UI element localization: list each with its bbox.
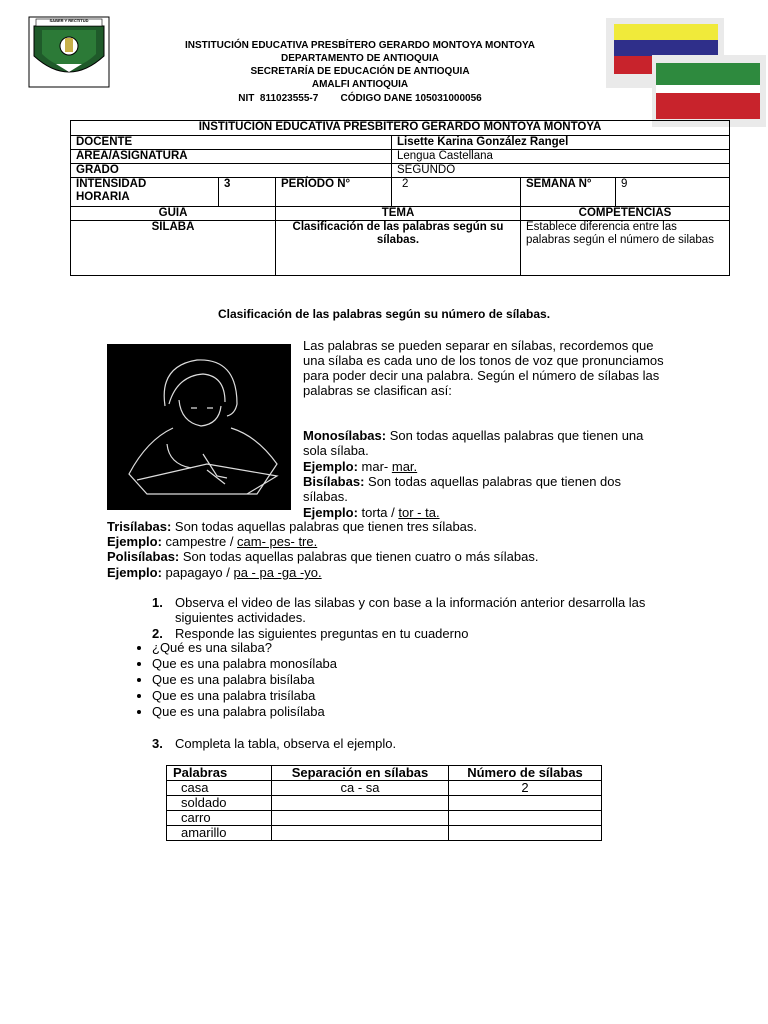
crest-motto: SABER Y RECTITUD <box>49 18 89 23</box>
child-writing-illustration <box>107 344 291 510</box>
tema-value: Clasificación de las palabras según su sílabas. <box>276 221 521 276</box>
intensidad-label-line-1: INTENSIDAD <box>76 178 147 190</box>
tri-example-split: cam- pes- tre. <box>237 534 318 549</box>
header-line-2: DEPARTAMENTO DE ANTIOQUIA <box>281 53 439 64</box>
table-cell: amarillo <box>167 826 272 841</box>
bi-definition <box>303 474 668 504</box>
mono-term: Monosílabas: <box>303 428 387 443</box>
table-cell <box>272 826 449 841</box>
step-3-number: 3. <box>152 736 163 751</box>
step-1-number: 1. <box>152 595 163 610</box>
intensidad-label <box>71 178 219 207</box>
col-header-palabras: Palabras <box>167 766 272 781</box>
tri-definition <box>107 519 707 534</box>
step-2-text: Responde las siguientes preguntas en tu cuaderno <box>175 626 469 641</box>
header-line-4: AMALFI ANTIOQUIA <box>311 79 409 90</box>
mono-example <box>303 459 417 474</box>
poli-term: Polisílabas: <box>107 549 180 564</box>
docente-value: Lisette Karina González Rangel <box>392 136 730 150</box>
bi-def: Son todas aquellas palabras que tienen dos sílabas. <box>303 474 622 504</box>
step-2-number: 2. <box>152 626 163 641</box>
tri-example-label: Ejemplo: <box>107 534 162 549</box>
mono-def: Son todas aquellas palabras que tienen una sola sílaba. <box>303 428 644 458</box>
table-cell: carro <box>167 811 272 826</box>
docente-label: DOCENTE <box>71 136 392 150</box>
mono-example-label: Ejemplo: <box>303 459 358 474</box>
step-1-text: Observa el video de las silabas y con base a la información anterior desarrolla las siguientes actividades. <box>175 595 646 625</box>
intensidad-value: 3 <box>219 178 276 207</box>
table-row <box>167 826 602 841</box>
antioquia-flag-icon <box>652 55 766 127</box>
syllables-table <box>166 765 602 841</box>
header-line-1: INSTITUCIÓN EDUCATIVA PRESBÍTERO GERARDO MONTOYA MONTOYA <box>184 40 536 51</box>
competencias-label: COMPETENCIAS <box>521 207 730 221</box>
tri-example <box>107 534 317 549</box>
poli-example <box>107 565 322 580</box>
info-table <box>70 120 730 276</box>
competencias-value: Establece diferencia entre las palabras según el número de silabas <box>521 221 730 276</box>
step-3-text: Completa la tabla, observa el ejemplo. <box>175 736 397 751</box>
mono-example-split: mar. <box>391 459 418 474</box>
poli-example-label: Ejemplo: <box>107 565 162 580</box>
table-cell <box>449 826 602 841</box>
list-item: • Que es una palabra polisílaba <box>152 704 337 720</box>
table-row <box>167 781 602 796</box>
table-cell <box>449 796 602 811</box>
intensidad-label-line-2: HORARIA <box>76 191 130 203</box>
grado-label: GRADO <box>71 164 392 178</box>
poli-definition <box>107 549 707 564</box>
header-line-3: SECRETARÍA DE EDUCACIÓN DE ANTIOQUIA <box>250 66 470 77</box>
list-item: • ¿Qué es una silaba? <box>152 640 337 656</box>
table-row <box>167 811 602 826</box>
table-cell: 2 <box>449 781 602 796</box>
poli-example-word: papagayo / <box>161 565 234 580</box>
semana-label: SEMANA N° <box>521 178 616 207</box>
school-crest-logo <box>28 16 110 88</box>
bi-example-word: torta / <box>357 505 399 520</box>
table-cell <box>272 811 449 826</box>
col-header-numero: Número de sílabas <box>449 766 602 781</box>
list-item: • Que es una palabra monosílaba <box>152 656 337 672</box>
table-cell <box>272 796 449 811</box>
poli-example-split: pa - pa -ga -yo. <box>233 565 322 580</box>
guia-value: SILABA <box>71 221 276 276</box>
grado-value: SEGUNDO <box>392 164 730 178</box>
area-value: Lengua Castellana <box>392 150 730 164</box>
table-cell <box>449 811 602 826</box>
bi-example-label: Ejemplo: <box>303 505 358 520</box>
col-header-separacion: Separación en sílabas <box>272 766 449 781</box>
section-title: Clasificación de las palabras según su número de sílabas. <box>217 307 551 321</box>
periodo-value: 2 <box>392 178 521 207</box>
table-cell: soldado <box>167 796 272 811</box>
area-label: AREA/ASIGNATURA <box>71 150 392 164</box>
mono-definition <box>303 428 668 458</box>
header-line-5: NIT 811023555-7 CÓDIGO DANE 105031000056 <box>238 93 482 104</box>
bi-example-split: tor - ta. <box>398 505 440 520</box>
mono-example-word: mar- <box>357 459 392 474</box>
poli-def: Son todas aquellas palabras que tienen cuatro o más sílabas. <box>179 549 539 564</box>
tri-def: Son todas aquellas palabras que tienen tres sílabas. <box>171 519 478 534</box>
questions-list <box>130 640 337 720</box>
intro-paragraph: Las palabras se pueden separar en sílabas, recordemos que una sílaba es cada uno de los tonos de voz que pronunciamos para poder decir una palabra. Según el número de sílabas las palabras se clasifican así: <box>303 338 664 398</box>
table-cell: ca - sa <box>272 781 449 796</box>
bi-term: Bisílabas: <box>303 474 365 489</box>
list-item: • Que es una palabra trisílaba <box>152 688 337 704</box>
tema-label: TEMA <box>276 207 521 221</box>
guia-label: GUIA <box>71 207 276 221</box>
tri-example-word: campestre / <box>161 534 238 549</box>
info-table-title: INSTITUCION EDUCATIVA PRESBITERO GERARDO MONTOYA MONTOYA <box>71 121 730 136</box>
table-row <box>167 796 602 811</box>
periodo-label: PERÍODO N° <box>276 178 392 207</box>
list-item: • Que es una palabra bisílaba <box>152 672 337 688</box>
bi-example <box>303 505 440 520</box>
table-cell: casa <box>167 781 272 796</box>
tri-term: Trisílabas: <box>107 519 172 534</box>
semana-value: 9 <box>616 178 730 207</box>
